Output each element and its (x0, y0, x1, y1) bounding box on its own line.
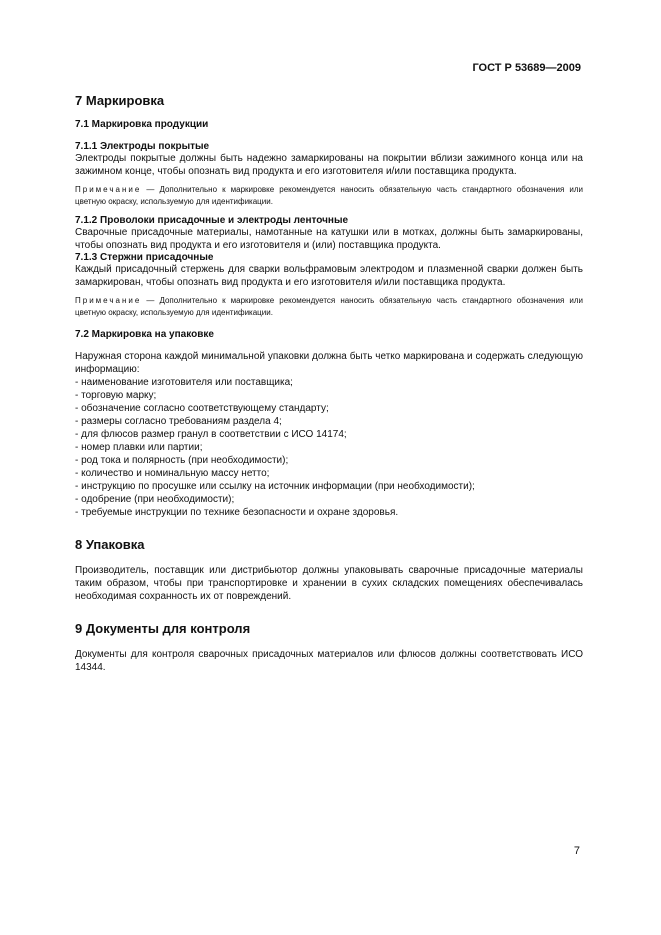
note-1-text: Дополнительно к маркировке рекомендуется наносить обязательную часть стандартного обозначения или цветную окраску, используемую для идентификации. (75, 185, 584, 206)
note-1-label: Примечание (75, 185, 142, 194)
section-7-1-2-heading: 7.1.2 Проволоки присадочные и электроды ленточные (75, 215, 349, 226)
list-item: - обозначение согласно соответствующему стандарту; (75, 403, 329, 414)
list-item: - наименование изготовителя или поставщика; (75, 377, 293, 388)
section-8-heading: 8 Упаковка (75, 537, 145, 552)
section-9-text: Документы для контроля сварочных присадочных материалов или флюсов должны соответствовать ИСО 14344. (75, 649, 583, 673)
section-9-heading: 9 Документы для контроля (75, 621, 251, 636)
section-7-heading: 7 Маркировка (75, 93, 165, 108)
section-7-1-1-text: Электроды покрытые должны быть надежно замаркированы на покрытии вблизи зажимного конца или на зажимном конце, чтобы опознать вид продукта и его изготовителя и/или поставщика продукта. (75, 153, 583, 177)
note-2-dash: — (141, 296, 160, 305)
list-item: - торговую марку; (75, 390, 157, 401)
list-item: - номер плавки или партии; (75, 442, 203, 453)
section-7-1-1-heading: 7.1.1 Электроды покрытые (75, 141, 210, 152)
list-item: - требуемые инструкции по технике безопасности и охране здоровья. (75, 507, 399, 518)
note-2-text: Дополнительно к маркировке рекомендуется наносить обязательную часть стандартного обозначения или цветную окраску, используемую для идентификации. (75, 296, 584, 317)
section-8-text: Производитель, поставщик или дистрибьютор должны упаковывать сварочные присадочные материалы таким образом, чтобы при транспортировке и хранении в сухих складских помещениях обеспечивалась необходимая сохранность их от повреждений. (75, 565, 583, 602)
note-1 (75, 184, 583, 208)
page-content (75, 93, 583, 674)
list-item: - род тока и полярность (при необходимости); (75, 455, 289, 466)
list-item: - количество и номинальную массу нетто; (75, 468, 270, 479)
list-item: - размеры согласно требованиям раздела 4; (75, 416, 282, 427)
section-7-1-2-text: Сварочные присадочные материалы, намотанные на катушки или в мотках, должны быть замаркированы, чтобы опознать вид продукта и его изготовителя и (или) поставщика продукта. (75, 227, 583, 251)
list-item: - одобрение (при необходимости); (75, 494, 235, 505)
section-7-2-intro: Наружная сторона каждой минимальной упаковки должна быть четко маркирована и содержать следующую информацию: (75, 351, 583, 375)
section-7-2-heading: 7.2 Маркировка на упаковке (75, 329, 214, 340)
section-7-1-3-heading: 7.1.3 Стержни присадочные (75, 252, 214, 263)
document-code-header: ГОСТ Р 53689—2009 (472, 62, 581, 74)
list-item: - для флюсов размер гранул в соответствии с ИСО 14174; (75, 429, 347, 440)
section-7-1-heading: 7.1 Маркировка продукции (75, 119, 209, 130)
marking-info-list (75, 376, 583, 519)
note-2-label: Примечание (75, 296, 142, 305)
section-7-1-3-text: Каждый присадочный стержень для сварки вольфрамовым электродом и плазменной сварки должен быть замаркирован, чтобы опознать вид продукта и его изготовителя и/или поставщика продукта. (75, 264, 583, 288)
note-1-dash: — (141, 185, 160, 194)
note-2 (75, 295, 583, 319)
list-item: - инструкцию по просушке или ссылку на источник информации (при необходимости); (75, 481, 475, 492)
page-number: 7 (573, 845, 580, 857)
